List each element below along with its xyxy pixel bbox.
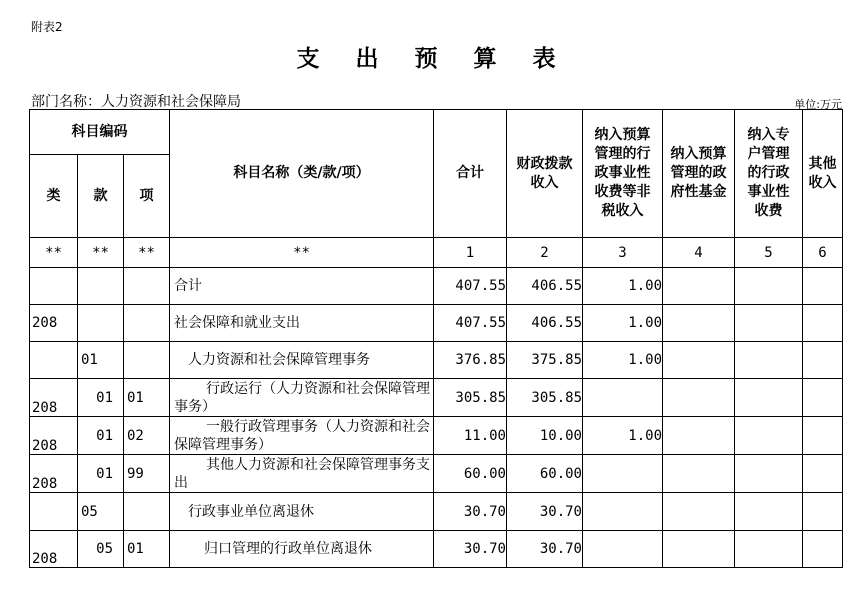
index-cell: ** <box>170 238 434 268</box>
cell-subject-name: 其他人力资源和社会保障管理事务支出 <box>170 455 434 493</box>
index-cell: ** <box>30 238 78 268</box>
table-row <box>30 455 843 493</box>
cell-fiscal: 60.00 <box>507 455 583 493</box>
cell-subject-name: 社会保障和就业支出 <box>170 305 434 342</box>
cell-special <box>735 455 803 493</box>
cell-total: 407.55 <box>434 305 507 342</box>
cell-other <box>803 268 843 305</box>
cell-special <box>735 342 803 379</box>
header-subject-code: 科目编码 <box>30 110 170 155</box>
cell-special <box>735 268 803 305</box>
cell-xiang <box>124 305 170 342</box>
index-cell: 1 <box>434 238 507 268</box>
cell-special <box>735 531 803 568</box>
header-subject-name: 科目名称（类/款/项） <box>170 110 434 238</box>
header-xiang: 项 <box>124 155 170 238</box>
cell-kuan: 01 <box>78 342 124 379</box>
cell-gov-fund <box>663 268 735 305</box>
department-name: 部门名称：人力资源和社会保障局 <box>31 94 241 110</box>
cell-fiscal: 10.00 <box>507 417 583 455</box>
cell-kuan: 01 <box>78 379 124 417</box>
cell-total: 60.00 <box>434 455 507 493</box>
header-nontax: 纳入预算管理的行政事业性收费等非税收入 <box>583 110 663 238</box>
cell-lei: 208 <box>30 417 78 455</box>
cell-nontax <box>583 379 663 417</box>
budget-table <box>29 109 843 568</box>
cell-special <box>735 305 803 342</box>
table-row <box>30 379 843 417</box>
cell-special <box>735 493 803 531</box>
header-fiscal: 财政拨款收入 <box>507 110 583 238</box>
cell-other <box>803 455 843 493</box>
cell-nontax: 1.00 <box>583 342 663 379</box>
index-cell: 3 <box>583 238 663 268</box>
cell-gov-fund <box>663 305 735 342</box>
cell-lei: 208 <box>30 305 78 342</box>
cell-subject-name: 一般行政管理事务（人力资源和社会保障管理事务） <box>170 417 434 455</box>
cell-total: 30.70 <box>434 493 507 531</box>
table-row <box>30 531 843 568</box>
cell-nontax <box>583 531 663 568</box>
cell-lei: 208 <box>30 455 78 493</box>
cell-xiang <box>124 493 170 531</box>
cell-fiscal: 305.85 <box>507 379 583 417</box>
cell-other <box>803 379 843 417</box>
cell-fiscal: 406.55 <box>507 268 583 305</box>
cell-subject-name: 人力资源和社会保障管理事务 <box>170 342 434 379</box>
cell-gov-fund <box>663 379 735 417</box>
cell-gov-fund <box>663 417 735 455</box>
cell-kuan <box>78 268 124 305</box>
index-cell: 4 <box>663 238 735 268</box>
cell-total: 305.85 <box>434 379 507 417</box>
cell-kuan: 05 <box>78 531 124 568</box>
cell-nontax: 1.00 <box>583 268 663 305</box>
index-cell: ** <box>78 238 124 268</box>
index-cell: ** <box>124 238 170 268</box>
cell-lei <box>30 493 78 531</box>
cell-kuan: 01 <box>78 455 124 493</box>
cell-subject-name: 行政运行（人力资源和社会保障管理事务） <box>170 379 434 417</box>
cell-other <box>803 417 843 455</box>
cell-fiscal: 406.55 <box>507 305 583 342</box>
cell-total: 30.70 <box>434 531 507 568</box>
cell-total: 407.55 <box>434 268 507 305</box>
cell-fiscal: 30.70 <box>507 493 583 531</box>
cell-other <box>803 305 843 342</box>
header-gov-fund: 纳入预算管理的政府性基金 <box>663 110 735 238</box>
cell-fiscal: 375.85 <box>507 342 583 379</box>
appendix-label: 附表2 <box>31 20 63 34</box>
cell-xiang: 01 <box>124 379 170 417</box>
cell-nontax <box>583 455 663 493</box>
page-title: 支 出 预 算 表 <box>296 45 570 72</box>
header-kuan: 款 <box>78 155 124 238</box>
cell-lei: 208 <box>30 379 78 417</box>
cell-gov-fund <box>663 342 735 379</box>
cell-fiscal: 30.70 <box>507 531 583 568</box>
cell-kuan <box>78 305 124 342</box>
table-row <box>30 268 843 305</box>
cell-lei <box>30 342 78 379</box>
cell-xiang: 99 <box>124 455 170 493</box>
index-row <box>30 238 843 268</box>
cell-nontax: 1.00 <box>583 305 663 342</box>
table-row <box>30 305 843 342</box>
cell-other <box>803 342 843 379</box>
cell-xiang <box>124 268 170 305</box>
cell-xiang: 02 <box>124 417 170 455</box>
cell-kuan: 05 <box>78 493 124 531</box>
header-other: 其他收入 <box>803 110 843 238</box>
cell-total: 376.85 <box>434 342 507 379</box>
cell-xiang <box>124 342 170 379</box>
cell-kuan: 01 <box>78 417 124 455</box>
cell-other <box>803 531 843 568</box>
cell-total: 11.00 <box>434 417 507 455</box>
cell-gov-fund <box>663 493 735 531</box>
cell-other <box>803 493 843 531</box>
cell-lei <box>30 268 78 305</box>
index-cell: 2 <box>507 238 583 268</box>
table-row <box>30 342 843 379</box>
header-lei: 类 <box>30 155 78 238</box>
table-row <box>30 417 843 455</box>
cell-gov-fund <box>663 531 735 568</box>
cell-subject-name: 合计 <box>170 268 434 305</box>
index-cell: 5 <box>735 238 803 268</box>
header-special: 纳入专户管理的行政事业性收费 <box>735 110 803 238</box>
table-row <box>30 493 843 531</box>
cell-gov-fund <box>663 455 735 493</box>
cell-xiang: 01 <box>124 531 170 568</box>
index-cell: 6 <box>803 238 843 268</box>
header-total: 合计 <box>434 110 507 238</box>
cell-special <box>735 379 803 417</box>
cell-special <box>735 417 803 455</box>
cell-subject-name: 归口管理的行政单位离退休 <box>170 531 434 568</box>
cell-subject-name: 行政事业单位离退休 <box>170 493 434 531</box>
unit-label: 单位:万元 <box>794 98 842 111</box>
cell-nontax: 1.00 <box>583 417 663 455</box>
cell-nontax <box>583 493 663 531</box>
cell-lei: 208 <box>30 531 78 568</box>
